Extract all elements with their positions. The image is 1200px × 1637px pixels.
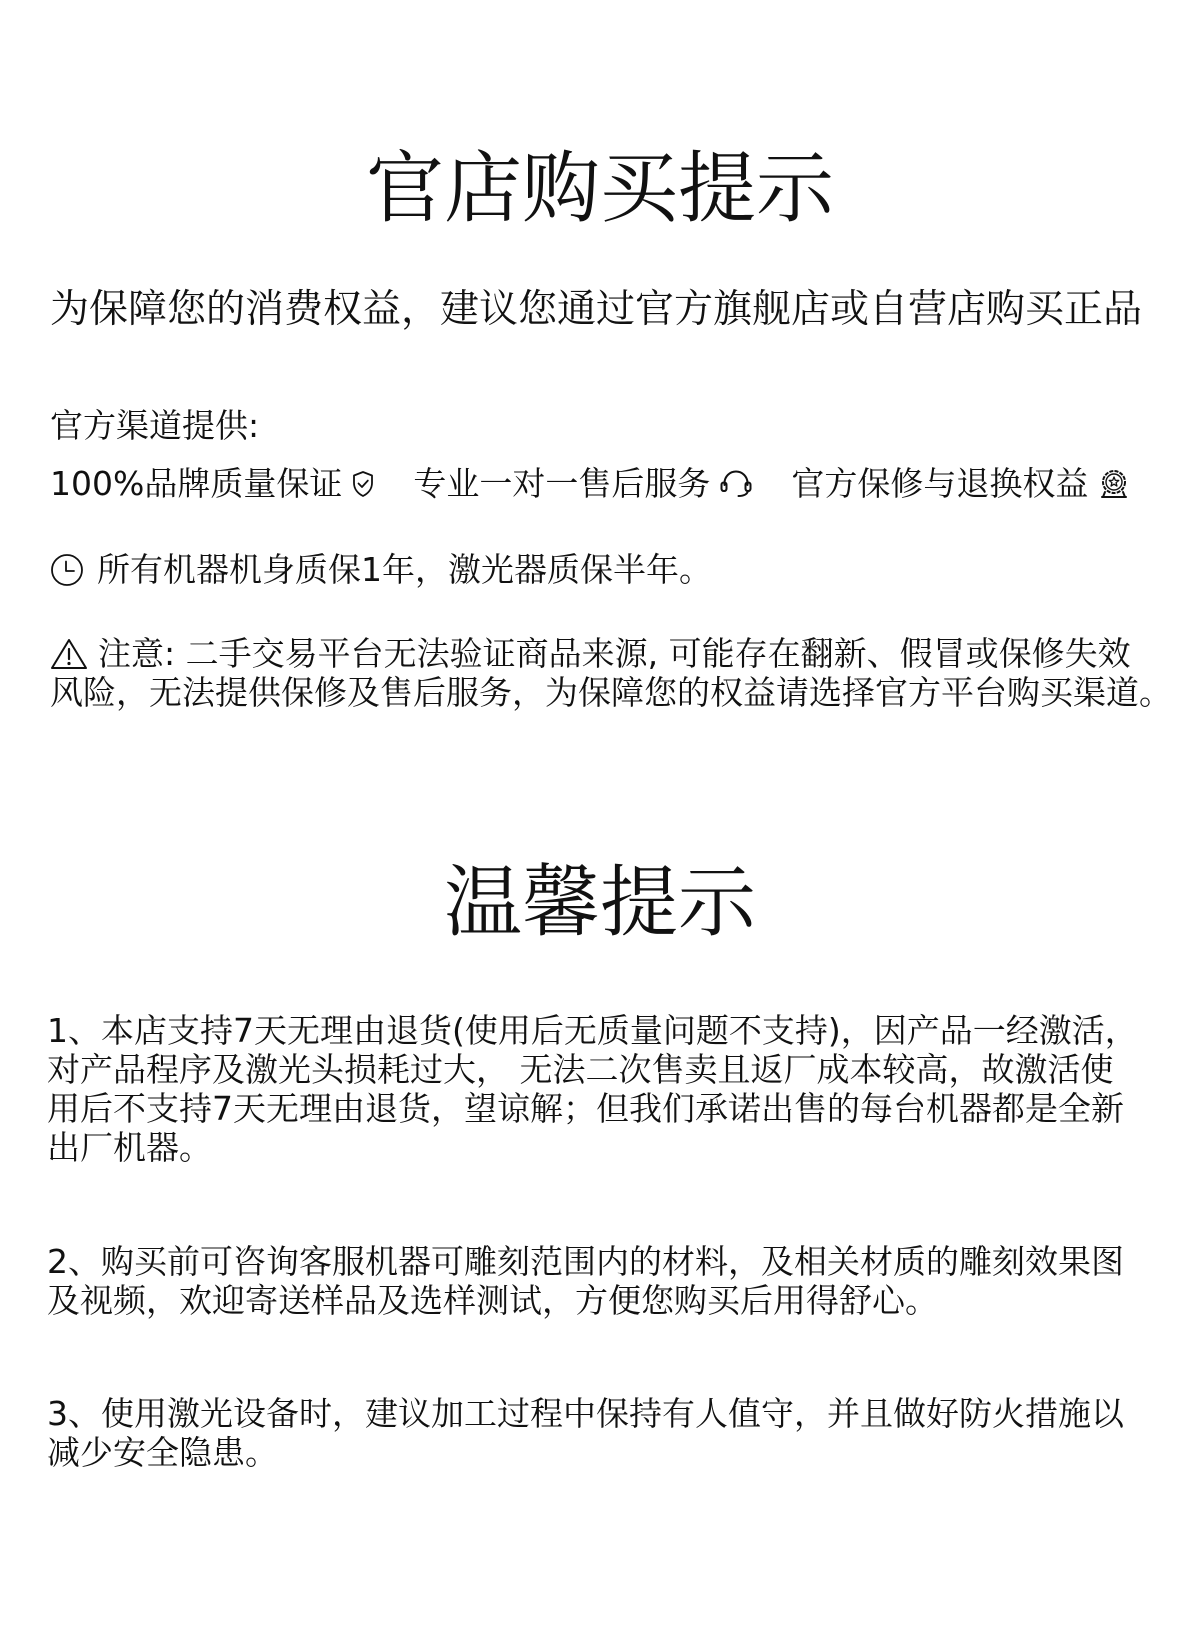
warranty-line	[50, 550, 712, 589]
feature-after-sales	[413, 464, 753, 503]
feature-warranty-return	[791, 464, 1131, 503]
badge-icon	[1097, 468, 1131, 500]
features-row	[50, 464, 1131, 503]
tip-3-line: 减少安全隐患。	[47, 1433, 278, 1472]
tip-1-line: 1、本店支持7天无理由退货(使用后无质量问题不支持)，因产品一经激活，	[47, 1011, 1138, 1050]
tip-3-line: 3、使用激光设备时，建议加工过程中保持有人值守，并且做好防火措施以	[47, 1394, 1124, 1433]
headset-icon	[719, 469, 753, 499]
tip-1-line: 对产品程序及激光头损耗过大， 无法二次售卖且返厂成本较高，故激活使	[47, 1050, 1114, 1089]
shield-check-icon	[351, 470, 375, 498]
tip-item-2	[47, 1242, 1124, 1320]
notice-text-1: 注意: 二手交易平台无法验证商品来源, 可能存在翻新、假冒或保修失效	[98, 634, 1131, 673]
feature-warranty-return-label: 官方保修与退换权益	[791, 464, 1089, 503]
notice-line-1	[50, 634, 1172, 673]
feature-quality-label: 100%品牌质量保证	[50, 464, 343, 503]
store-notice-subtitle: 为保障您的消费权益，建议您通过官方旗舰店或自营店购买正品	[50, 287, 1143, 332]
tip-2-line: 2、购买前可咨询客服机器可雕刻范围内的材料，及相关材质的雕刻效果图	[47, 1242, 1124, 1281]
warning-icon	[50, 637, 88, 671]
clock-icon	[50, 553, 84, 587]
warranty-text: 所有机器机身质保1年，激光器质保半年。	[97, 550, 712, 589]
channels-label: 官方渠道提供:	[50, 406, 260, 445]
tip-1-line: 出厂机器。	[47, 1128, 212, 1167]
store-notice-title: 官店购买提示	[365, 144, 834, 234]
tips-title: 温馨提示	[443, 858, 756, 948]
tip-item-3	[47, 1394, 1124, 1472]
feature-quality	[50, 464, 375, 503]
feature-after-sales-label: 专业一对一售后服务	[413, 464, 711, 503]
tip-2-line: 及视频，欢迎寄送样品及选样测试，方便您购买后用得舒心。	[47, 1281, 938, 1320]
tip-1-line: 用后不支持7天无理由退货，望谅解；但我们承诺出售的每台机器都是全新	[47, 1089, 1124, 1128]
notice-block	[50, 634, 1172, 712]
notice-line-2: 风险，无法提供保修及售后服务，为保障您的权益请选择官方平台购买渠道。	[50, 673, 1172, 712]
tip-item-1	[47, 1011, 1138, 1167]
